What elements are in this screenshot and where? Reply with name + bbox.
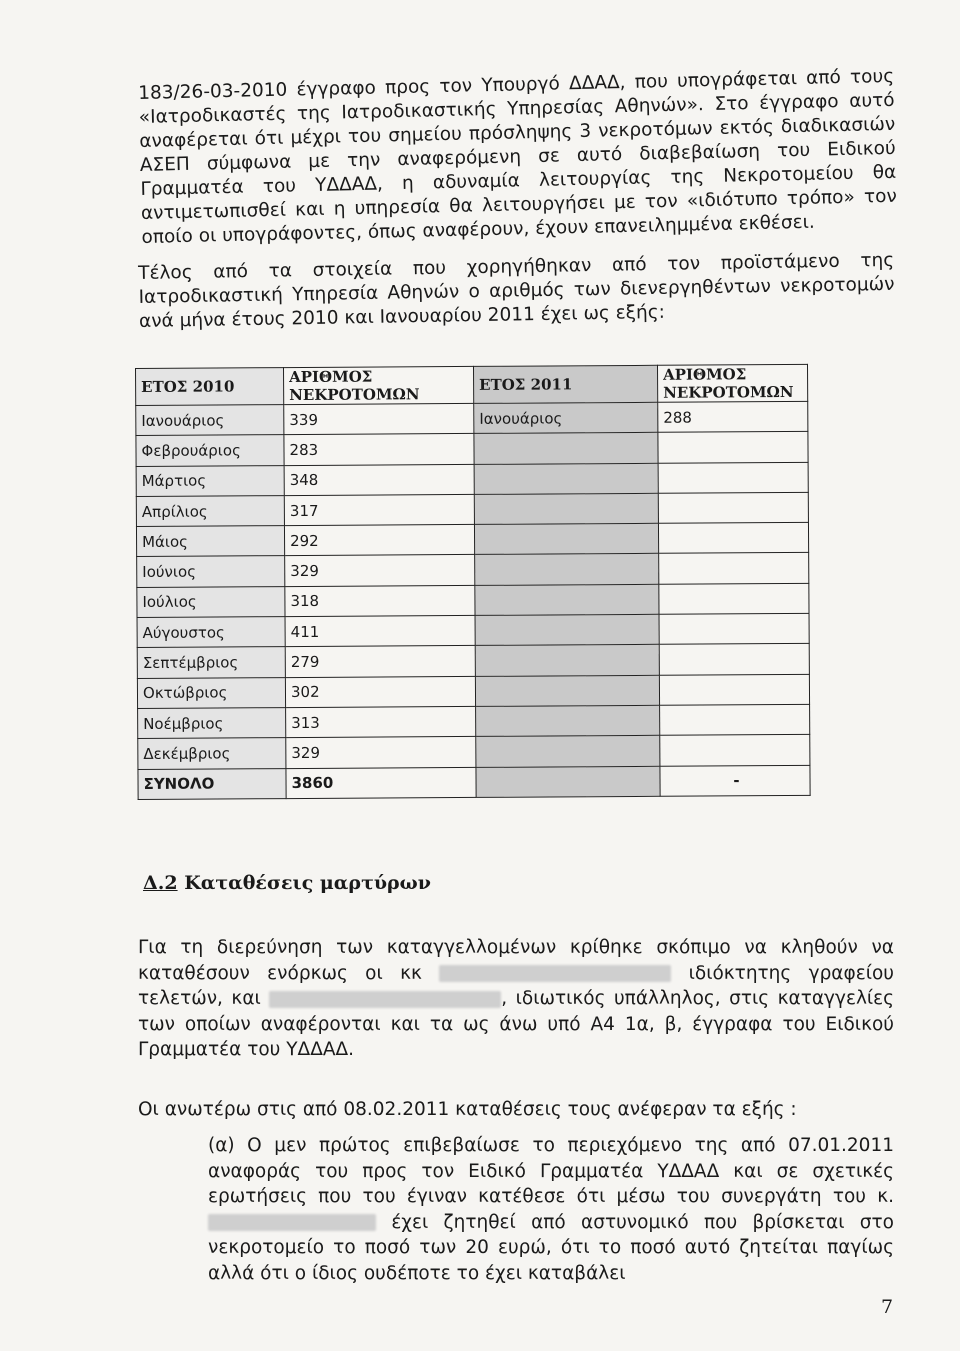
- table-row: [136, 401, 808, 435]
- redacted-name-block: [208, 1214, 376, 1231]
- paragraph-text: [138, 1133, 894, 1286]
- count-2010-cell: 411: [285, 616, 475, 647]
- count-2011-cell: [658, 492, 808, 523]
- count-2010-cell: 329: [286, 737, 476, 768]
- header-year-2010: ΕΤΟΣ 2010: [136, 368, 284, 406]
- count-2010-cell: 339: [284, 403, 474, 434]
- count-2011-cell: [659, 613, 809, 644]
- month-2010-cell: Μάρτιος: [136, 465, 284, 496]
- paragraph-part: ιδιόκτητης γραφείου τελετών, και: [138, 962, 894, 1009]
- count-2010-cell: 302: [285, 676, 475, 707]
- header-year-2011: ΕΤΟΣ 2011: [473, 365, 657, 403]
- count-2011-cell: [660, 735, 810, 766]
- month-2011-cell: [475, 675, 659, 706]
- count-2010-cell: 348: [284, 464, 474, 495]
- table-row: [137, 674, 809, 708]
- table-row: [136, 523, 808, 557]
- table-row: [137, 613, 809, 647]
- section-number: Δ.2: [143, 872, 178, 894]
- count-2010-cell: 329: [285, 555, 475, 586]
- month-2011-cell: [474, 523, 658, 554]
- count-2010-cell: 318: [285, 585, 475, 616]
- page-number: 7: [881, 1296, 894, 1318]
- paragraph-testimony-intro: [138, 1098, 894, 1122]
- table-row: [138, 704, 810, 738]
- month-2010-cell: Απρίλιος: [136, 495, 284, 526]
- header-count-2010: [284, 366, 474, 404]
- count-2010-cell: 317: [284, 494, 474, 525]
- month-2011-cell: [475, 614, 659, 645]
- month-2011-cell: [475, 584, 659, 615]
- autopsy-count-table: [135, 364, 811, 800]
- count-2010-cell: 292: [284, 525, 474, 556]
- total-2010-cell: 3860: [286, 767, 476, 798]
- month-2010-cell: Οκτώβριος: [137, 677, 285, 708]
- month-2010-cell: Μάιος: [136, 526, 284, 557]
- paragraph-text: Οι ανωτέρω στις από 08.02.2011 καταθέσεις τους ανέφεραν τα εξής :: [138, 1099, 797, 1120]
- count-2011-cell: [658, 432, 808, 463]
- redacted-name-block: [439, 965, 671, 982]
- count-2011-cell: [658, 523, 808, 554]
- paragraph-letter-reference: [138, 65, 898, 250]
- count-2011-cell: [659, 583, 809, 614]
- count-2010-cell: 313: [286, 706, 476, 737]
- table-total-row: [138, 765, 810, 799]
- table-row: [138, 735, 810, 769]
- table-row: [137, 644, 809, 678]
- count-2011-cell: [659, 644, 809, 675]
- month-2011-cell: [474, 433, 658, 464]
- count-2011-cell: [658, 462, 808, 493]
- count-2011-cell: [659, 553, 809, 584]
- section-heading: [143, 872, 431, 894]
- month-2011-cell: [474, 463, 658, 494]
- table-row: [136, 432, 808, 466]
- month-2010-cell: Φεβρουάριος: [136, 435, 284, 466]
- month-2010-cell: Νοέμβριος: [138, 708, 286, 739]
- count-2011-cell: [660, 704, 810, 735]
- count-2011-cell: [659, 674, 809, 705]
- count-2010-cell: 283: [284, 434, 474, 465]
- month-2011-cell: [475, 645, 659, 676]
- month-2010-cell: Ιούνιος: [137, 556, 285, 587]
- month-2011-cell: [476, 705, 660, 736]
- month-2011-cell: [476, 736, 660, 767]
- paragraph-part: έχει ζητηθεί από αστυνομικό που βρίσκεται στο νεκροτομείο το ποσό των 20 ευρώ, ότι το ποσό αυτό ζητείται παγίως αλλά ότι ο ίδιος ουδέποτε το έχει καταβάλει: [208, 1211, 894, 1284]
- month-2010-cell: Σεπτέμβριος: [137, 647, 285, 678]
- section-title: Καταθέσεις μαρτύρων: [184, 872, 431, 894]
- paragraph-text: Τέλος από τα στοιχεία που χορηγήθηκαν από τον προϊστάμενο της Ιατροδικαστική Υπηρεσία Αθηνών ο αριθμός των διενεργηθέντων νεκροτομών ανά μήνα έτους 2010 και Ιανουαρίου 2011 έχει ως εξής:: [138, 249, 895, 332]
- month-2011-cell: [474, 493, 658, 524]
- total-empty-cell: [476, 766, 660, 797]
- redacted-name-block: [269, 991, 501, 1008]
- count-2011-cell: 288: [658, 401, 808, 432]
- paragraph-part: Για τη διερεύνηση των καταγγελλομένων κρίθηκε σκόπιμο να κληθούν να καταθέσουν ενόρκως οι κκ: [138, 937, 894, 984]
- count-2010-cell: 279: [285, 646, 475, 677]
- month-2010-cell: Ιούλιος: [137, 586, 285, 617]
- table-row: [137, 583, 809, 617]
- table-header-row: [136, 364, 808, 405]
- paragraph-text: 183/26-03-2010 έγγραφο προς τον Υπουργό ΔΔΑΔ, που υπογράφεται από τους «Ιατροδικαστές της Ιατροδικαστικής Υπηρεσίας Αθηνών». Στο έγγραφο αυτό αναφέρεται ότι μέχρι του σημείου πρόσληψης 3 νεκροτόμων εκτός διαδικασιών ΑΣΕΠ σύμφωνα με την αναφερόμενη σε αυτό διαβεβαίωση του Ειδικού Γραμματέα του ΥΔΔΑΔ, η αδυναμία λειτουργίας της Νεκροτομείου θα αντιμετωπισθεί και η υπηρεσία θα λειτουργήσει με τον «ιδιότυπο τρόπο» τον οποίο οι υπογράφοντες, όπως αναφέρουν, έχουν επανειλημμένα εκθέσει.: [138, 65, 898, 248]
- month-2011-cell: Ιανουάριος: [474, 402, 658, 433]
- month-2010-cell: Αύγουστος: [137, 617, 285, 648]
- month-2011-cell: [475, 554, 659, 585]
- month-2010-cell: Ιανουάριος: [136, 405, 284, 436]
- paragraph-part: , ιδιωτικός υπάλληλος, στις καταγγελίες των οποίων αναφέρονται και τα ως άνω υπό Α4 1α, β, έγγραφα του Ειδικού Γραμματέα του ΥΔΔΑΔ.: [138, 988, 895, 1060]
- table-row: [137, 553, 809, 587]
- header-count-2010-line2: ΝΕΚΡΟΤΟΜΩΝ: [289, 385, 420, 405]
- paragraph-autopsy-stats-intro: [138, 249, 895, 334]
- header-count-2011-line1: ΑΡΙΘΜΟΣ: [662, 365, 747, 384]
- header-count-2011: [657, 364, 807, 402]
- total-2011-cell: -: [660, 765, 810, 796]
- month-2010-cell: Δεκέμβριος: [138, 738, 286, 769]
- paragraph-part: (α) Ο μεν πρώτος επιβεβαίωσε το περιεχόμενο της από 07.01.2011 αναφοράς του προς τον Ειδικό Γραμματέα ΥΔΔΑΔ και σε σχετικές ερωτήσεις που του έγιναν κατέθεσε ότι μέσω του συνεργάτη του κ.: [208, 1135, 894, 1207]
- paragraph-text: [138, 935, 894, 1063]
- table-row: [136, 462, 808, 496]
- table-row: [136, 492, 808, 526]
- paragraph-witness-summons: [138, 935, 894, 1063]
- header-count-2010-line1: ΑΡΙΘΜΟΣ: [289, 367, 373, 387]
- total-label-cell: ΣΥΝΟΛΟ: [138, 768, 286, 799]
- paragraph-first-testimony: [138, 1133, 894, 1286]
- header-count-2011-line2: ΝΕΚΡΟΤΟΜΩΝ: [663, 382, 794, 402]
